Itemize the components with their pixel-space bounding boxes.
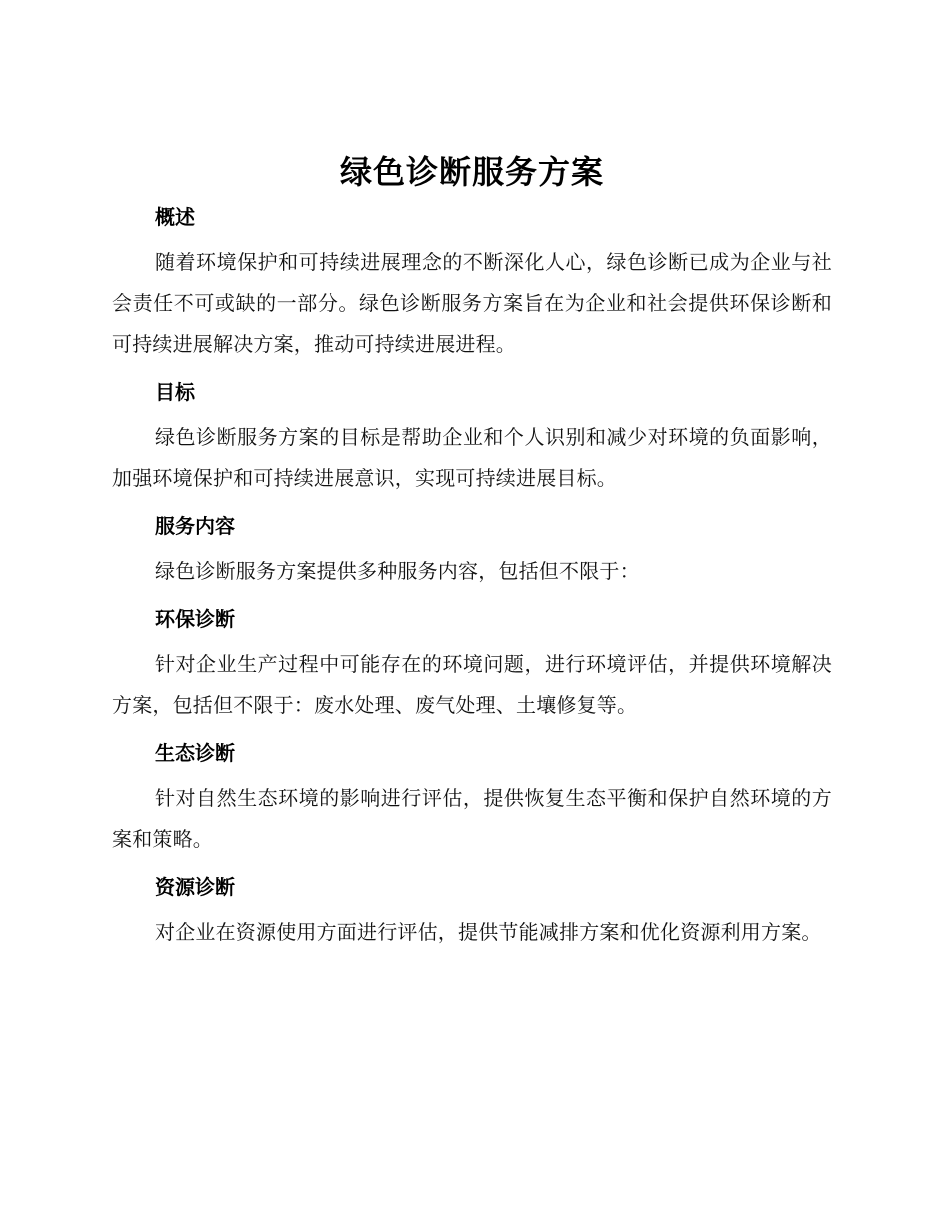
document-page <box>112 148 832 965</box>
section-paragraph: 绿色诊断服务方案的目标是帮助企业和个人识别和减少对环境的负面影响，加强环境保护和可持续进展意识，实现可持续进展目标。 <box>112 425 832 490</box>
section-paragraph: 针对企业生产过程中可能存在的环境问题，进行环境评估，并提供环境解决方案，包括但不限于：废水处理、废气处理、土壤修复等。 <box>112 652 832 717</box>
section-paragraph: 随着环境保护和可持续进展理念的不断深化人心，绿色诊断已成为企业与社会责任不可或缺的一部分。绿色诊断服务方案旨在为企业和社会提供环保诊断和可持续进展解决方案，推动可持续进展进程。 <box>112 250 832 356</box>
section-heading: 概述 <box>155 205 195 229</box>
section-environmental-diagnosis <box>112 604 832 726</box>
section-ecological-diagnosis <box>112 738 832 860</box>
section-heading: 生态诊断 <box>155 741 235 765</box>
section-heading: 服务内容 <box>155 514 235 538</box>
section-goals <box>112 377 832 499</box>
section-heading: 目标 <box>155 380 195 404</box>
section-resource-diagnosis <box>112 872 832 953</box>
section-paragraph: 针对自然生态环境的影响进行评估，提供恢复生态平衡和保护自然环境的方案和策略。 <box>112 786 832 851</box>
section-overview <box>112 202 832 365</box>
section-paragraph: 绿色诊断服务方案提供多种服务内容，包括但不限于： <box>155 559 640 583</box>
section-paragraph: 对企业在资源使用方面进行评估，提供节能减排方案和优化资源利用方案。 <box>155 920 822 944</box>
section-heading: 环保诊断 <box>155 607 235 631</box>
section-heading: 资源诊断 <box>155 875 235 899</box>
document-title: 绿色诊断服务方案 <box>339 153 604 191</box>
section-services <box>112 511 832 592</box>
